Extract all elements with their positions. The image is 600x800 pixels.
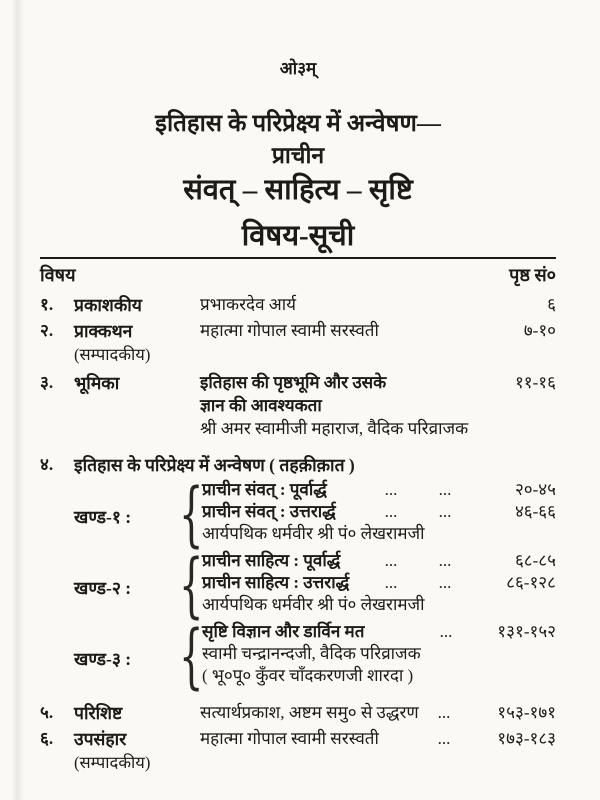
row-subtitle: (सम्पादकीय) <box>74 345 151 364</box>
row-description: सत्यार्थप्रकाश, अष्टम समु० से उद्धरण <box>200 703 419 722</box>
leader-dots: ... <box>437 729 451 748</box>
toc-page-content <box>40 0 556 775</box>
row-description: महात्मा गोपाल स्वामी सरस्वती <box>200 729 379 748</box>
toc-row-2 <box>40 319 556 367</box>
section-entry: प्राचीन संवत् : पूर्वार्द्ध <box>202 480 327 499</box>
row-title: प्राक्कथन <box>74 321 133 341</box>
section-entry: प्राचीन संवत् : उत्तरार्द्ध <box>202 502 336 521</box>
leader-dots: ... <box>439 622 453 641</box>
leader-dots: ... <box>438 502 452 521</box>
leader-dots: ... <box>384 573 398 592</box>
row-pages: १७३-१८३ <box>497 729 556 748</box>
row-title: इतिहास के परिप्रेक्ष्य में अन्वेषण ( तहक़ीक़ात ) <box>74 455 355 475</box>
toc-row-6 <box>40 727 556 775</box>
row-pages: १३१-१५२ <box>497 622 556 641</box>
section-lines <box>196 550 556 620</box>
page-edge-shadow <box>12 0 24 800</box>
section-line <box>202 665 556 687</box>
row-number: २. <box>40 321 54 340</box>
row-description: प्रभाकरदेव आर्य <box>200 295 296 314</box>
section-entry: प्राचीन साहित्य : पूर्वार्द्ध <box>202 551 341 570</box>
brace-icon: { <box>178 615 204 697</box>
book-title-line1: इतिहास के परिप्रेक्ष्य में अन्वेषण— <box>155 111 441 137</box>
row-title: प्रकाशकीय <box>74 295 142 315</box>
section-line <box>202 572 556 594</box>
column-header-page: पृष्ठ सं० <box>509 265 556 285</box>
section-line <box>202 550 556 572</box>
section-lines <box>196 621 556 691</box>
toc-section-khand-1 <box>74 473 556 555</box>
toc-section-khand-2 <box>74 544 556 626</box>
row-author: श्री अमर स्वामीजी महाराज, वैदिक परिव्राजक <box>200 419 469 438</box>
row-description: इतिहास की पृष्ठभूमि और उसके <box>200 373 387 392</box>
row-pages: ८६-१२८ <box>506 573 556 592</box>
section-line <box>202 621 556 643</box>
section-label: खण्ड-३ : <box>74 649 132 669</box>
section-author: स्वामी चन्द्रानन्दजी, वैदिक परिव्राजक <box>202 644 421 663</box>
toc-section-khand-3 <box>74 615 556 697</box>
section-label: खण्ड-२ : <box>74 578 132 598</box>
row-pages: २०-४५ <box>514 480 556 499</box>
row-number: ५. <box>40 703 54 722</box>
toc-column-headers <box>40 261 556 289</box>
leader-dots: ... <box>437 703 451 722</box>
leader-dots: ... <box>384 551 398 570</box>
row-description: ज्ञान की आवश्यकता <box>200 396 322 415</box>
row-number: ६. <box>40 729 54 748</box>
row-title-block <box>74 727 200 775</box>
toc-row-1 <box>40 293 556 317</box>
section-author: आर्यपथिक धर्मवीर श्री पं० लेखरामजी <box>202 524 425 543</box>
row-number: ३. <box>40 373 54 392</box>
section-author: आर्यपथिक धर्मवीर श्री पं० लेखरामजी <box>202 595 425 614</box>
row-title: भूमिका <box>74 373 120 393</box>
section-line <box>202 643 556 665</box>
row-pages: ४६-६६ <box>514 502 556 521</box>
book-title-line2: प्राचीन <box>271 143 325 168</box>
row-body-line <box>200 371 556 394</box>
section-entry: प्राचीन साहित्य : उत्तरार्द्ध <box>202 573 350 592</box>
row-body <box>200 371 556 440</box>
row-number: १. <box>40 295 54 314</box>
section-line <box>202 501 556 523</box>
leader-dots: ... <box>438 551 452 570</box>
row-pages: ११-१६ <box>514 373 556 392</box>
row-title-block <box>74 319 200 367</box>
row-body <box>200 293 556 317</box>
toc-heading: विषय-सूची <box>241 220 355 252</box>
invocation-om: ओ३म् <box>279 59 317 78</box>
row-number: ४. <box>40 455 54 474</box>
brace-icon: { <box>178 473 204 555</box>
book-title-line3: संवत् – साहित्य – सृष्टि <box>183 174 413 206</box>
brace-icon: { <box>178 544 204 626</box>
row-subtitle: (सम्पादकीय) <box>74 753 151 772</box>
toc-row-5 <box>40 701 556 725</box>
section-line <box>202 594 556 616</box>
row-description: महात्मा गोपाल स्वामी सरस्वती <box>200 321 379 340</box>
leader-dots: ... <box>438 480 452 499</box>
section-author: ( भू०पू० कुँवर चाँदकरणजी शारदा ) <box>202 666 414 685</box>
section-lines <box>196 479 556 549</box>
row-title: उपसंहार <box>74 729 127 749</box>
leader-dots: ... <box>384 502 398 521</box>
row-pages: १५३-१७१ <box>497 703 556 722</box>
leader-dots: ... <box>438 573 452 592</box>
header-rule <box>40 257 556 259</box>
section-line <box>202 523 556 545</box>
row-pages: ७-१० <box>523 321 556 340</box>
row-pages: ६ <box>547 295 556 314</box>
section-entry: सृष्टि विज्ञान और डार्विन मत <box>202 622 365 641</box>
row-body <box>200 319 556 367</box>
column-header-subject: विषय <box>40 265 76 285</box>
row-pages: ६८-८५ <box>514 551 556 570</box>
toc-row-3 <box>40 371 556 440</box>
leader-dots: ... <box>384 480 398 499</box>
section-line <box>202 479 556 501</box>
section-label: खण्ड-१ : <box>74 507 132 527</box>
toc-row-4 <box>40 452 556 478</box>
row-body <box>200 701 556 725</box>
row-title: परिशिष्ट <box>74 703 123 723</box>
row-body <box>200 727 556 775</box>
